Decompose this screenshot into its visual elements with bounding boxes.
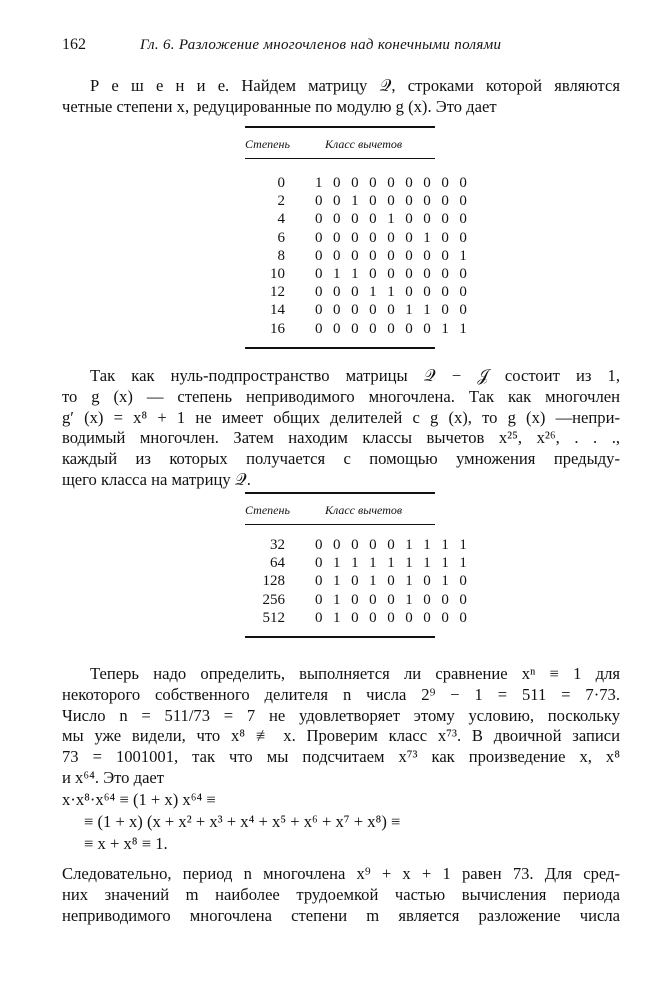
table-header	[245, 494, 435, 524]
degree-cell: 2	[277, 193, 285, 210]
degree-cell: 32	[270, 537, 285, 553]
table-row	[245, 211, 471, 229]
paragraph-solution	[62, 76, 620, 118]
table-row	[245, 573, 471, 591]
text-line: g′ (x) = x⁸ + 1 не имеет общих делителей с g (x), то g (x) —непри-	[62, 407, 620, 427]
text-line: Так как нуль-подпространство матрицы 𝒬 − 𝒥 состоит из 1,	[90, 366, 620, 385]
degree-cell: 256	[262, 591, 285, 608]
text-line: некоторого собственного делителя n числа 2⁹ − 1 = 511 = 7·73.	[62, 684, 620, 704]
text-line: щего класса на матрицу 𝒬.	[62, 469, 251, 489]
table-rule	[245, 347, 435, 349]
equation-line-1: x·x⁸·x⁶⁴ ≡ (1 + x) x⁶⁴ ≡	[62, 790, 216, 809]
residue-cell: 0 0 1 0 0 0 0 0 0	[315, 193, 471, 210]
text-line: Число n = 511/73 = 7 не удовлетворяет этому условию, поскольку	[62, 705, 620, 725]
table-rule	[245, 636, 435, 638]
paragraph-null-space	[62, 366, 620, 491]
degree-cell: 64	[270, 555, 285, 572]
table-row	[245, 284, 471, 302]
table-row	[245, 193, 471, 211]
table-row	[245, 175, 471, 193]
residue-cell: 0 0 0 0 0 1 1 1 1	[315, 537, 471, 553]
residue-table-2	[245, 492, 471, 638]
degree-cell: 128	[262, 573, 285, 590]
degree-cell: 12	[270, 284, 285, 301]
text-line: 73 = 1001001, так что мы подсчитаем x⁷³ как произведение x, x⁸	[62, 747, 620, 767]
table-row	[245, 265, 471, 284]
running-title: Гл. 6. Разложение многочленов над конечными полями	[140, 37, 502, 53]
paragraph-conclusion	[62, 864, 620, 926]
table-row	[245, 247, 471, 266]
column-header-degree: Степень	[245, 137, 290, 151]
table-body	[245, 525, 471, 636]
degree-cell: 6	[277, 229, 285, 246]
text-line: каждый из которых получается с помощью умножения предыду-	[62, 449, 620, 469]
paragraph-period-check	[62, 664, 620, 789]
text-line: Следовательно, период n многочлена x⁹ + x + 1 равен 73. Для сред-	[62, 864, 620, 883]
table-row	[245, 229, 471, 248]
equation-line-2: ≡ (1 + x) (x + x² + x³ + x⁴ + x⁵ + x⁶ + x⁷ + x⁸) ≡	[84, 812, 401, 831]
table-row	[245, 591, 471, 610]
text-line: Р е ш е н и е. Найдем матрицу 𝒬, строками которой являются	[90, 76, 620, 95]
text-line: четные степени x, редуцированные по модулю g (x). Это дает	[62, 96, 497, 116]
degree-cell: 14	[270, 302, 285, 319]
degree-cell: 16	[270, 320, 285, 337]
text-line: мы уже видели, что x⁸ ≢ x. Проверим класс x⁷³. В двоичной записи	[62, 726, 620, 746]
text-line: и x⁶⁴. Это дает	[62, 767, 165, 787]
column-header-residue-class: Класс вычетов	[325, 503, 403, 517]
residue-cell: 0 1 0 1 0 1 0 1 0	[315, 573, 471, 590]
residue-cell: 0 1 0 0 0 1 0 0 0	[315, 591, 471, 608]
residue-table-1	[245, 126, 471, 349]
residue-cell: 0 1 1 1 1 1 1 1 1	[315, 555, 471, 572]
text-line: то g (x) — степень неприводимого многочлена. Так как многочлен	[62, 386, 620, 406]
residue-cell: 1 0 0 0 0 0 0 0 0	[315, 175, 471, 191]
table-header	[245, 128, 435, 158]
page-number: 162	[62, 36, 86, 53]
table-row	[245, 609, 471, 628]
residue-cell: 0 0 0 1 1 0 0 0 0	[315, 284, 471, 301]
residue-cell: 0 1 0 0 0 0 0 0 0	[315, 609, 471, 626]
residue-cell: 0 0 0 0 0 0 0 0 1	[315, 247, 471, 264]
text-line: водимый многочлен. Затем находим классы вычетов x²⁵, x²⁶, . . .,	[62, 428, 620, 448]
text-line: них значений m наиболее трудоемкой частью вычисления периода	[62, 884, 620, 904]
text-line: Теперь надо определить, выполняется ли сравнение xⁿ ≡ 1 для	[90, 664, 620, 683]
table-row	[245, 320, 471, 339]
text-line: неприводимого многочлена степени m является разложение числа	[62, 905, 620, 925]
residue-cell: 0 0 0 0 0 1 1 0 0	[315, 302, 471, 319]
degree-cell: 8	[277, 247, 285, 264]
residue-cell: 0 1 1 0 0 0 0 0 0	[315, 265, 471, 282]
table-body	[245, 159, 471, 347]
equation-line-3: ≡ x + x⁸ ≡ 1.	[84, 834, 168, 853]
column-header-residue-class: Класс вычетов	[325, 137, 403, 151]
degree-cell: 512	[262, 609, 285, 626]
residue-cell: 0 0 0 0 0 0 0 1 1	[315, 320, 471, 337]
table-row	[245, 537, 471, 555]
degree-cell: 0	[277, 175, 285, 191]
residue-cell: 0 0 0 0 0 0 1 0 0	[315, 229, 471, 246]
residue-cell: 0 0 0 0 1 0 0 0 0	[315, 211, 471, 228]
table-row	[245, 302, 471, 320]
table-row	[245, 555, 471, 573]
column-header-degree: Степень	[245, 503, 290, 517]
degree-cell: 10	[270, 265, 285, 282]
running-head	[62, 36, 610, 56]
degree-cell: 4	[277, 211, 285, 228]
